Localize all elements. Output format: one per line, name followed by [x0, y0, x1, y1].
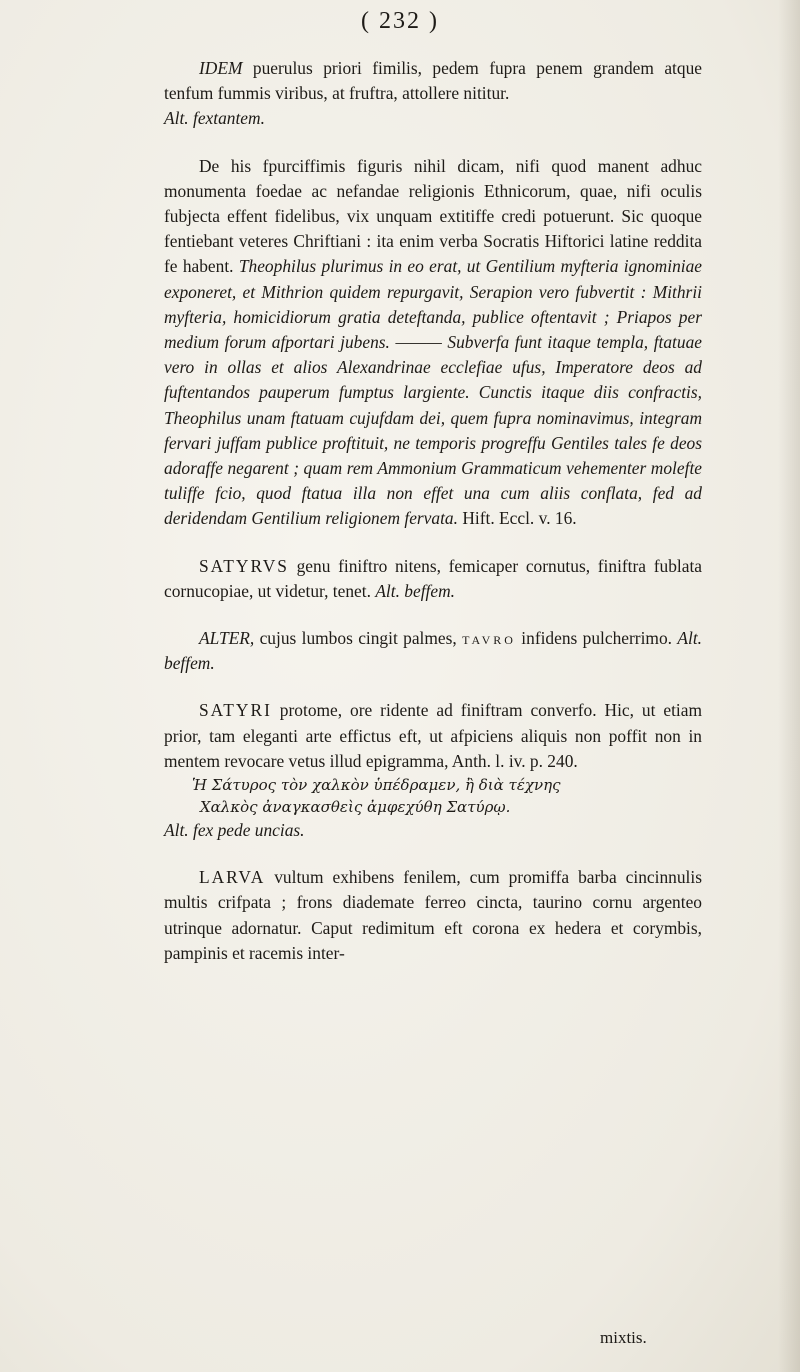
satyrus-lead: SATYRVS: [199, 555, 289, 576]
idem-paragraph: [164, 56, 702, 132]
satyri-text: protome, ore ridente ad finiftram converfo. Hic, ut etiam prior, tam eleganti arte effictus eft, ut afpiciens aliquis non poffit non in mentem revocare vetus illud epigramma, Anth. l. iv. p. 240.: [164, 700, 702, 771]
greek-line-2: Χαλκὸς ἀναγκασθεὶς ἀμφεχύθη Σατύρῳ.: [200, 798, 511, 817]
satyri-paragraph: [164, 698, 702, 774]
commentary-intro: De his fpurciffimis figuris nihil dicam, nifi quod manent adhuc monumenta foedae ac nefandae religionis Ethnicorum, quae, nifi oculis fubjecta effent fidelibus, vix unquam extitiffe credi potuerunt. Sic quoque fentiebant veteres Chriftiani : ita enim verba Socratis Hiftorici latine reddita fe habent.: [164, 155, 702, 277]
satyri-lead: SATYRI: [199, 700, 272, 721]
alter-text-a: cujus lumbos cingit palmes,: [254, 628, 463, 649]
larva-lead: LARVA: [199, 867, 266, 888]
alter-text-b: infidens pulcherrimo.: [515, 628, 673, 649]
satyrus-paragraph: [164, 554, 702, 604]
satyrus-text: genu finiftro nitens, femicaper cornutus, finiftra fublata cornucopiae, ut videtur, tenet.: [164, 555, 702, 601]
greek-line-1: Ἡ Σάτυρος τὸν χαλκὸν ὑπέδραμεν, ἢ διὰ τέχνης: [192, 776, 561, 795]
satyri-attribution-line: [164, 818, 702, 843]
page-edge-shadow: [778, 0, 800, 1372]
catchword: mixtis.: [600, 1328, 647, 1347]
commentary-source: Hift. Eccl. v. 16.: [457, 508, 577, 529]
idem-attribution: Alt. fextantem.: [164, 108, 265, 129]
alter-attribution: Alt. beffem.: [164, 628, 703, 674]
page-number: ( 232 ): [361, 8, 439, 34]
text-body: [164, 56, 702, 966]
commentary-paragraph: [164, 154, 702, 532]
commentary-quote: Theophilus plurimus in eo erat, ut Gentilium myfteria ignominiae exponeret, et Mithrion quidem repurgavit, Serapion vero fubvertit : Mithrii myfteria, homicidiorum gratia deteftanda, publice oftentavit ; Priapos per medium forum afportari jubens. ——— Subverfa funt itaque templa, ftatuae vero in ollas et alios Alexandrinae ecclefiae ufus, Imperatore deos ad fuftentandos pauperum fumptus largiente. Cunctis itaque diis confractis, Theophilus unam ftatuam cujufdam dei, quem fupra nominavimus, integram fervari juffam publice proftituit, ne temporis progreffu Gentiles tales fe deos adoraffe negarent ; quam rem Ammonium Grammaticum vehementer molefte tuliffe fcio, quod ftatua illa non effet una cum aliis conflata, fed ad deridendam Gentilium religionem fervata.: [164, 256, 703, 529]
idem-lead: IDEM: [199, 58, 243, 78]
satyri-attribution: Alt. fex pede uncias.: [164, 820, 305, 841]
larva-text: vultum exhibens fenilem, cum promiffa barba cincinnulis multis crifpata ; frons diademate ferreo cincta, taurino cornu argenteo utrinque adornatur. Caput redimitum eft corona ex hedera et corymbis, pampinis et racemis inter-: [164, 867, 702, 963]
alter-paragraph: [164, 626, 702, 676]
alter-tauro: tavro: [462, 628, 516, 649]
alter-lead: ALTER,: [199, 628, 255, 649]
satyrus-attribution: Alt. beffem.: [375, 580, 455, 601]
greek-epigram: [164, 774, 702, 818]
idem-text: puerulus priori fimilis, pedem fupra penem grandem atque tenfum fummis viribus, at fruftra, attollere nititur.: [164, 58, 702, 104]
larva-paragraph: [164, 865, 702, 966]
